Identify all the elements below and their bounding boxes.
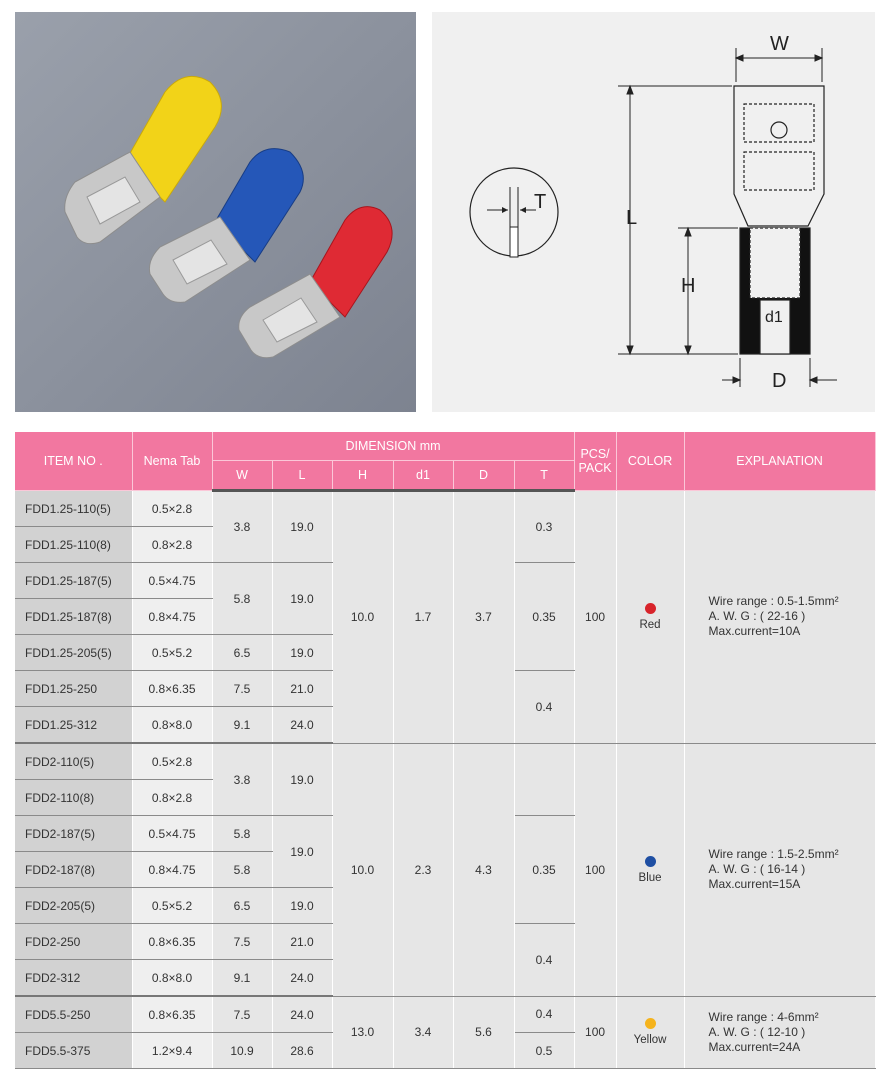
item-no: FDD2-205(5) bbox=[15, 888, 132, 924]
explanation bbox=[684, 996, 875, 1069]
color-dot bbox=[645, 1018, 656, 1029]
header-nema-tab: Nema Tab bbox=[132, 432, 212, 491]
dim-w: 9.1 bbox=[212, 960, 272, 997]
header-L: L bbox=[272, 461, 332, 491]
dim-l: 24.0 bbox=[272, 996, 332, 1033]
label-H: H bbox=[681, 275, 696, 297]
item-no: FDD1.25-187(5) bbox=[15, 563, 132, 599]
dim-d: 3.7 bbox=[453, 491, 514, 744]
dim-t: 0.35 bbox=[514, 563, 574, 671]
dim-l: 19.0 bbox=[272, 491, 332, 563]
awg: A. W. G : ( 16-14 ) bbox=[708, 862, 806, 876]
item-no: FDD2-110(5) bbox=[15, 743, 132, 780]
max-current: Max.current=24A bbox=[708, 1039, 801, 1054]
nema-tab: 0.8×8.0 bbox=[132, 960, 212, 997]
label-W: W bbox=[770, 33, 789, 55]
color-name: Red bbox=[639, 618, 661, 631]
dim-d1: 3.4 bbox=[393, 996, 453, 1069]
dim-l: 28.6 bbox=[272, 1033, 332, 1069]
color-name: Yellow bbox=[633, 1034, 667, 1047]
dim-w: 5.8 bbox=[212, 563, 272, 635]
nema-tab: 0.5×2.8 bbox=[132, 491, 212, 527]
nema-tab: 0.5×4.75 bbox=[132, 816, 212, 852]
yellow-terminal bbox=[65, 76, 222, 243]
item-no: FDD1.25-110(8) bbox=[15, 527, 132, 563]
dim-w: 3.8 bbox=[212, 743, 272, 816]
nema-tab: 0.8×6.35 bbox=[132, 924, 212, 960]
nema-tab: 0.5×5.2 bbox=[132, 888, 212, 924]
dim-w: 5.8 bbox=[212, 852, 272, 888]
max-current: Max.current=15A bbox=[708, 877, 801, 891]
awg: A. W. G : ( 12-10 ) bbox=[708, 1024, 806, 1039]
nema-tab: 0.5×2.8 bbox=[132, 743, 212, 780]
dim-h: 10.0 bbox=[332, 491, 393, 744]
label-L: L bbox=[626, 207, 638, 229]
dim-w: 10.9 bbox=[212, 1033, 272, 1069]
item-no: FDD1.25-205(5) bbox=[15, 635, 132, 671]
color-cell bbox=[616, 743, 684, 996]
dim-t: 0.4 bbox=[514, 996, 574, 1033]
header-H: H bbox=[332, 461, 393, 491]
explanation bbox=[684, 491, 875, 744]
nema-tab: 0.8×6.35 bbox=[132, 671, 212, 707]
dim-l: 19.0 bbox=[272, 743, 332, 816]
dim-d1: 2.3 bbox=[393, 743, 453, 996]
explanation bbox=[684, 743, 875, 996]
dim-w: 3.8 bbox=[212, 491, 272, 563]
dim-t: 0.35 bbox=[514, 816, 574, 924]
nema-tab: 0.8×8.0 bbox=[132, 707, 212, 744]
nema-tab: 0.8×2.8 bbox=[132, 527, 212, 563]
dim-t: 0.4 bbox=[514, 924, 574, 997]
pcs-pack: 100 bbox=[574, 996, 616, 1069]
dim-l: 24.0 bbox=[272, 960, 332, 997]
label-d1: d1 bbox=[765, 309, 783, 326]
color-cell bbox=[616, 996, 684, 1069]
item-no: FDD5.5-375 bbox=[15, 1033, 132, 1069]
header-color: COLOR bbox=[616, 432, 684, 491]
nema-tab: 0.8×6.35 bbox=[132, 996, 212, 1033]
wire-range: Wire range : 1.5-2.5mm² bbox=[708, 847, 839, 861]
max-current: Max.current=10A bbox=[708, 624, 801, 639]
dim-l: 19.0 bbox=[272, 888, 332, 924]
label-D: D bbox=[772, 370, 787, 392]
dim-w: 7.5 bbox=[212, 671, 272, 707]
wire-range: Wire range : 0.5-1.5mm² bbox=[708, 594, 839, 609]
item-no: FDD2-187(8) bbox=[15, 852, 132, 888]
product-photo bbox=[15, 12, 416, 412]
header-dimension: DIMENSION mm bbox=[212, 432, 574, 461]
header-W: W bbox=[212, 461, 272, 491]
dim-w: 9.1 bbox=[212, 707, 272, 744]
dim-w: 6.5 bbox=[212, 635, 272, 671]
dim-w: 7.5 bbox=[212, 924, 272, 960]
item-no: FDD2-312 bbox=[15, 960, 132, 997]
wire-range: Wire range : 4-6mm² bbox=[708, 1009, 819, 1024]
nema-tab: 0.8×4.75 bbox=[132, 852, 212, 888]
header-D: D bbox=[453, 461, 514, 491]
dim-t: 0.3 bbox=[514, 491, 574, 563]
dim-l: 19.0 bbox=[272, 816, 332, 888]
nema-tab: 0.5×5.2 bbox=[132, 635, 212, 671]
color-cell bbox=[616, 491, 684, 744]
pcs-pack: 100 bbox=[574, 491, 616, 744]
dim-t: 0.5 bbox=[514, 1033, 574, 1069]
nema-tab: 0.5×4.75 bbox=[132, 563, 212, 599]
header-item-no: ITEM NO . bbox=[15, 432, 132, 491]
awg: A. W. G : ( 22-16 ) bbox=[708, 609, 806, 624]
color-name: Blue bbox=[638, 871, 662, 884]
item-no: FDD2-250 bbox=[15, 924, 132, 960]
dim-d1: 1.7 bbox=[393, 491, 453, 744]
dim-w: 7.5 bbox=[212, 996, 272, 1033]
header-pcs-pack: PCS/ PACK bbox=[574, 432, 616, 491]
nema-tab: 0.8×2.8 bbox=[132, 780, 212, 816]
color-dot bbox=[645, 856, 656, 867]
dim-h: 13.0 bbox=[332, 996, 393, 1069]
pcs-pack: 100 bbox=[574, 743, 616, 996]
dim-t-empty bbox=[514, 743, 574, 816]
item-no: FDD1.25-187(8) bbox=[15, 599, 132, 635]
nema-tab: 1.2×9.4 bbox=[132, 1033, 212, 1069]
header-explanation: EXPLANATION bbox=[684, 432, 875, 491]
dim-l: 19.0 bbox=[272, 563, 332, 635]
nema-tab: 0.8×4.75 bbox=[132, 599, 212, 635]
dim-w: 6.5 bbox=[212, 888, 272, 924]
dim-l: 21.0 bbox=[272, 671, 332, 707]
dimension-diagram bbox=[432, 12, 875, 412]
item-no: FDD1.25-312 bbox=[15, 707, 132, 744]
dim-t: 0.4 bbox=[514, 671, 574, 744]
dim-l: 21.0 bbox=[272, 924, 332, 960]
table-row bbox=[15, 491, 875, 527]
color-dot bbox=[645, 603, 656, 614]
label-T: T bbox=[534, 191, 547, 213]
header-d1: d1 bbox=[393, 461, 453, 491]
spec-table bbox=[15, 432, 876, 1069]
dim-l: 24.0 bbox=[272, 707, 332, 744]
dim-d: 4.3 bbox=[453, 743, 514, 996]
item-no: FDD1.25-250 bbox=[15, 671, 132, 707]
dim-h: 10.0 bbox=[332, 743, 393, 996]
item-no: FDD2-187(5) bbox=[15, 816, 132, 852]
table-row bbox=[15, 743, 875, 780]
item-no: FDD2-110(8) bbox=[15, 780, 132, 816]
item-no: FDD5.5-250 bbox=[15, 996, 132, 1033]
technical-drawing bbox=[432, 12, 875, 412]
table-row bbox=[15, 996, 875, 1033]
dim-d: 5.6 bbox=[453, 996, 514, 1069]
tab-thickness-detail bbox=[470, 168, 558, 257]
item-no: FDD1.25-110(5) bbox=[15, 491, 132, 527]
dim-l: 19.0 bbox=[272, 635, 332, 671]
dim-w: 5.8 bbox=[212, 816, 272, 852]
header-T: T bbox=[514, 461, 574, 491]
terminals-illustration bbox=[15, 12, 416, 412]
